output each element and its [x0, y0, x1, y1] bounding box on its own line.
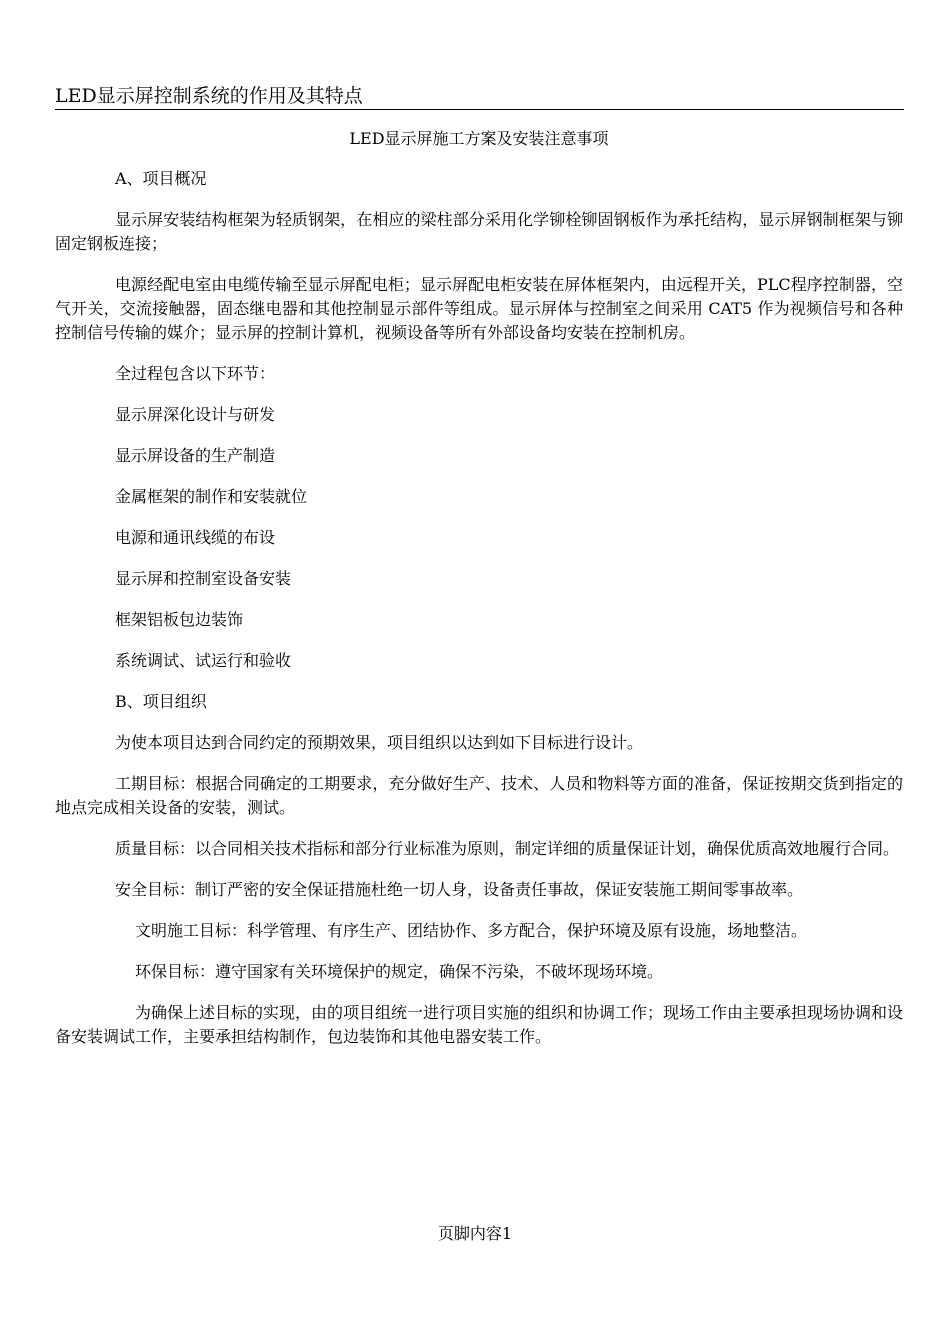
list-item: 显示屏和控制室设备安装 [115, 569, 292, 588]
page-footer: 页脚内容1 [437, 1224, 513, 1243]
list-item: 金属框架的制作和安装就位 [115, 487, 308, 506]
list-item: 显示屏深化设计与研发 [115, 405, 276, 424]
paragraph-structure: 显示屏安装结构框架为轻质钢架，在相应的梁柱部分采用化学铆栓铆固钢板作为承托结构，显示屏钢制框架与铆固定钢板连接； [55, 210, 903, 253]
paragraph-schedule-goal: 工期目标：根据合同确定的工期要求，充分做好生产、技术、人员和物料等方面的准备，保证按期交货到指定的地点完成相关设备的安装，测试。 [55, 774, 903, 817]
paragraph-civilized-goal: 文明施工目标：科学管理、有序生产、团结协作、多方配合，保护环境及原有设施，场地整洁。 [135, 921, 808, 940]
document-title: LED显示屏施工方案及安装注意事项 [349, 129, 609, 148]
list-item: 框架铝板包边装饰 [115, 610, 244, 629]
paragraph-process-intro: 全过程包含以下环节： [115, 364, 276, 383]
section-heading-a: A、项目概况 [115, 169, 207, 188]
header-divider [55, 109, 904, 110]
paragraph-safety-goal: 安全目标：制订严密的安全保证措施杜绝一切人身，设备责任事故，保证安装施工期间零事故率。 [115, 880, 804, 899]
section-heading-b: B、项目组织 [115, 692, 207, 711]
list-item: 显示屏设备的生产制造 [115, 446, 276, 465]
paragraph-power: 电源经配电室由电缆传输至显示屏配电柜；显示屏配电柜安装在屏体框架内，由远程开关，PLC程序控制器，空气开关，交流接触器，固态继电器和其他控制显示部件等组成。显示屏体与控制室之间采用 CAT5 作为视频信号和各种控制信号传输的媒介；显示屏的控制计算机，视频设备等所有外部设备均安装在控制机房。 [55, 275, 903, 342]
paragraph-environment-goal: 环保目标：遵守国家有关环境保护的规定，确保不污染，不破坏现场环境。 [135, 962, 664, 981]
paragraph-organization: 为确保上述目标的实现，由的项目组统一进行项目实施的组织和协调工作；现场工作由主要承担现场协调和设备安装调试工作，主要承担结构制作，包边装饰和其他电器安装工作。 [55, 1003, 904, 1046]
paragraph-goal-intro: 为使本项目达到合同约定的预期效果，项目组织以达到如下目标进行设计。 [115, 733, 644, 752]
document-body [55, 127, 903, 1066]
running-header: LED显示屏控制系统的作用及其特点 [55, 85, 363, 107]
list-item: 系统调试、试运行和验收 [115, 651, 292, 670]
paragraph-quality-goal: 质量目标：以合同相关技术指标和部分行业标准为原则，制定详细的质量保证计划，确保优质高效地履行合同。 [115, 839, 900, 858]
list-item: 电源和通讯线缆的布设 [115, 528, 276, 547]
